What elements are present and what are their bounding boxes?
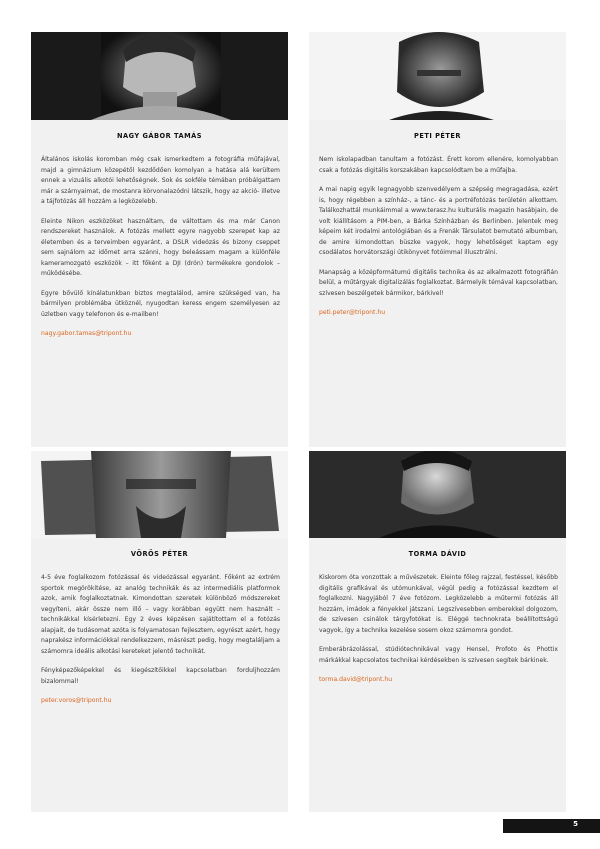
bio-paragraph: Egyre bővülő kínálatunkban biztos megtalálod, amire szükséged van, ha bármilyen problémába ütköznél, nyugodtan keress engem személyesen az üzletben vagy telefonon és e-mailben! [41, 289, 280, 318]
email-link[interactable]: nagy.gabor.tamas@tripont.hu [41, 330, 132, 337]
bio-paragraph: Fényképezőképekkel és kiegészítőikkel kapcsolatban forduljhozzám bizalommal! [41, 667, 280, 685]
email-link[interactable]: peter.voros@tripont.hu [41, 697, 112, 704]
bio-paragraph: Kiskorom óta vonzottak a művészetek. Eleinte főleg rajzzal, festéssel, később digitális grafikával és utómunkával, végül pedig a fotózással kezdtem el foglalkozni. Nagyjából 7 éve fotózom. Legközelebb a műtermi fotózás áll hozzám, imádok a fényekkel játszani. Legszívesebben emberekkel dolgozom, de szívesen csinálok tárgyfotókat is. Eléggé technokrata beállítottságú vagyok, így a technika kezelése sosem okoz számomra gondot. [319, 574, 558, 634]
bio-paragraph: Eleinte Nikon eszközöket használtam, de váltottam és ma már Canon rendszereket használok. A fotózás mellett egyre nagyobb szerepet kap az életemben és a terveimben egyaránt, a DSLR videózás és bizony cseppet sem sajnálom az időmet arra szánni, hogy beleássam magam a különféle kameramozgató eszközök – itt főként a DJI (drón) termékekre gondolok – működésébe. [41, 217, 280, 277]
portrait-photo [309, 32, 566, 120]
profile-card-peti-peter [309, 32, 566, 447]
profile-card-nagy-gabor-tamas [31, 32, 288, 447]
portrait-photo [31, 32, 288, 120]
profile-bio [41, 573, 280, 706]
profile-name: PETI PÉTER [414, 132, 461, 140]
portrait-photo [309, 451, 566, 538]
profile-name: NAGY GÁBOR TAMÁS [117, 132, 202, 140]
profile-bio [319, 573, 558, 685]
email-link[interactable]: peti.peter@tripont.hu [319, 309, 386, 316]
profile-card-voros-peter [31, 451, 288, 812]
bio-paragraph: Manapság a középformátumú digitális technika és az alkalmazott fotográfián belül, a műtárgyak digitalizálás foglalkoztat. Bármelyik témával kapcsolatban, szívesen beszélgetek bármikor, bárkivel! [319, 268, 558, 297]
bio-paragraph: A mai napig egyik legnagyobb szenvedélyem a szépség megragadása, ezért is, hogy régebben a színház-, a tánc- és a portréfotózás területén alkottam. Találkozhattál munkáimmal a www.terasz.hu kulturális magazin hasábjain, de volt kiállításom a PIM-ben, a Bárka Színházban és Berlinben. Jelentek meg képeim két irodalmi antológiában és a Frenák Társulatot bemutató albumban, de amire kimondottan büszke vagyok, hogy lehetőséget kaptam egy csodálatos horvátországi útikönyvet fotóimmal illusztrálni. [319, 186, 558, 256]
bio-paragraph: Emberábrázolással, stúdiótechnikával vagy Hensel, Profoto és Phottix márkákkal kapcsolatos technikai kérdésekben is szívesen segítek bárkinek. [319, 646, 558, 664]
page-number: 5 [573, 820, 578, 828]
profile-name: TORMA DÁVID [408, 550, 467, 558]
portrait-photo [31, 451, 288, 538]
bio-paragraph: Általános iskolás koromban még csak ismerkedtem a fotográfia műfajával, majd a gimnázium közepétől kezdődően komolyan a hatása alá kerültem ennek a vizuális alkotói lehetőségnek. Sok és sokféle témában próbálgattam már a szárnyaimat, de mostanra körvonalazódni látszik, hogy az akció- illetve a tájfotózás áll hozzám a legközelebb. [41, 156, 280, 205]
bio-paragraph: Nem iskolapadban tanultam a fotózást. Érett korom ellenére, komolyabban csak a fotózás digitális korszakában kapcsolódtam be a műfajba. [319, 156, 558, 174]
email-link[interactable]: torma.david@tripont.hu [319, 676, 393, 683]
profile-name: VÖRÖS PÉTER [130, 550, 189, 558]
page-number-bar [503, 819, 600, 833]
profile-card-torma-david [309, 451, 566, 812]
bio-paragraph: 4-5 éve foglalkozom fotózással és videózással egyaránt. Főként az extrém sportok megörökítése, az analóg technikák és az intermediális platformok azok, amik foglalkoztatnak. Kimondottan szeretek különböző módszereket vegyíteni, akár össze nem illő – vagy korábban együtt nem használt – technikákkal kísérletezni. Egy 2 éves képzésen sajátítottam el a fotózás alapjait, de tudásomat azóta is folyamatosan fejlesztem, egyrészt azért, hogy naprakész információkkal rendelkezzem, másrészt pedig, hogy megtaláljam a számomra ideális alkotási kereteket jelentő technikát. [41, 574, 280, 655]
profile-bio [319, 155, 558, 318]
profile-bio [41, 155, 280, 339]
